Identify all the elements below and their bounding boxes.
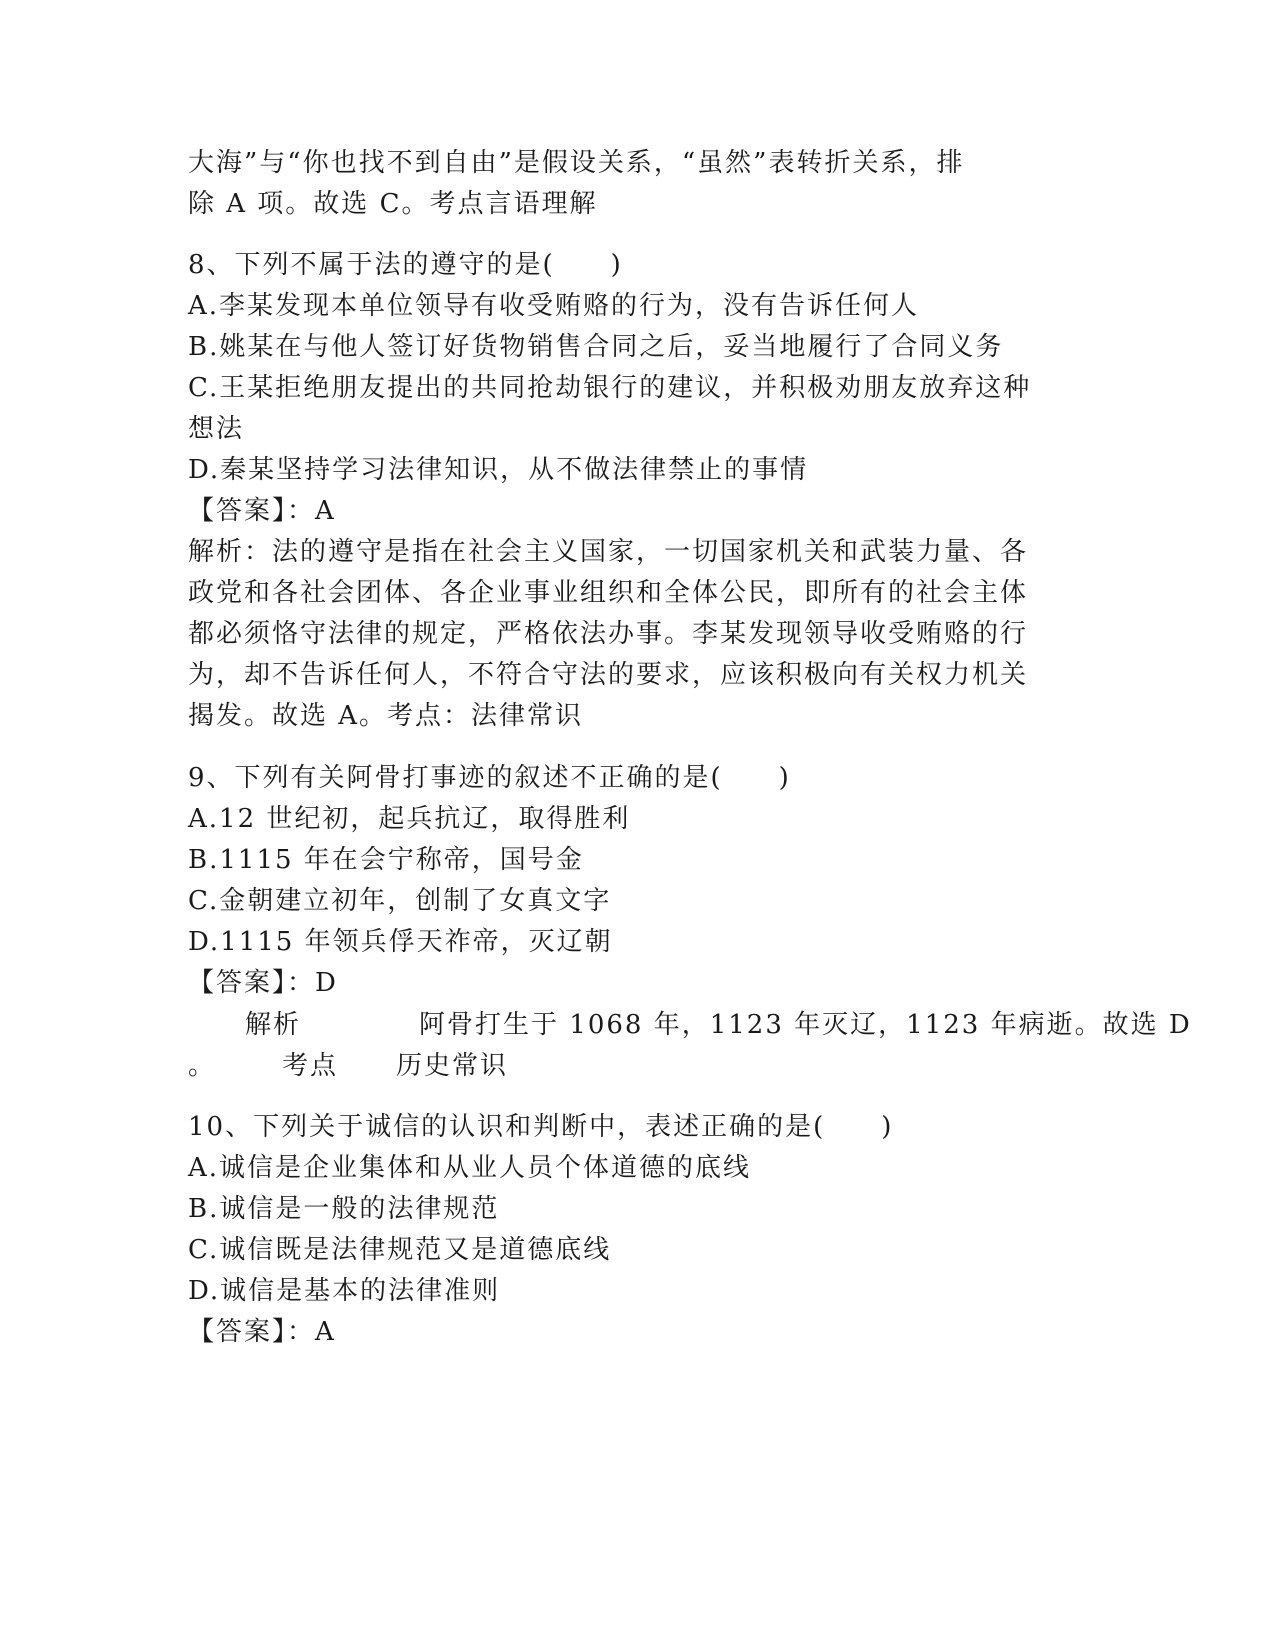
question-10-answer: 【答案】：A bbox=[188, 1317, 336, 1347]
prev-explanation-line: 大海”与“你也找不到自由”是假设关系，“虽然”表转折关系，排 bbox=[188, 148, 965, 178]
question-9-option-d: D.1115 年领兵俘天祚帝，灭辽朝 bbox=[188, 927, 613, 957]
analysis-text: 阿骨打生于 1068 年，1123 年灭辽，1123 年病逝。故选 D bbox=[419, 1010, 1192, 1040]
question-9-stem: 9、下列有关阿骨打事迹的叙述不正确的是( ) bbox=[188, 763, 791, 793]
question-9-answer: 【答案】：D bbox=[188, 968, 338, 998]
question-9-option-a: A.12 世纪初，起兵抗辽，取得胜利 bbox=[188, 804, 631, 834]
question-8-analysis: 解析：法的遵守是指在社会主义国家，一切国家机关和武装力量、各 bbox=[188, 537, 1029, 567]
question-10-option-b: B.诚信是一般的法律规范 bbox=[188, 1194, 500, 1224]
question-8-analysis: 都必须恪守法律的规定，严格依法办事。李某发现领导收受贿赂的行 bbox=[188, 619, 1029, 649]
question-10-option-d: D.诚信是基本的法律准则 bbox=[188, 1276, 501, 1306]
question-9-analysis bbox=[245, 1010, 1192, 1040]
question-8-analysis: 揭发。故选 A。考点：法律常识 bbox=[188, 701, 584, 731]
question-10-option-a: A.诚信是企业集体和从业人员个体道德的底线 bbox=[188, 1153, 752, 1183]
question-8-option-c: C.王某拒绝朋友提出的共同抢劫银行的建议，并积极劝朋友放弃这种 bbox=[188, 373, 1032, 403]
analysis-period: 。 bbox=[188, 1051, 217, 1081]
analysis-label: 解析 bbox=[245, 1010, 302, 1040]
question-8-analysis: 政党和各社会团体、各企业事业组织和全体公民，即所有的社会主体 bbox=[188, 578, 1029, 608]
question-8-answer: 【答案】：A bbox=[188, 496, 336, 526]
question-9-option-b: B.1115 年在会宁称帝，国号金 bbox=[188, 845, 584, 875]
question-9-topic bbox=[188, 1051, 508, 1081]
topic-text: 历史常识 bbox=[396, 1051, 509, 1081]
question-8-option-b: B.姚某在与他人签订好货物销售合同之后，妥当地履行了合同义务 bbox=[188, 332, 1004, 362]
question-8-option-c-continued: 想法 bbox=[188, 414, 245, 444]
topic-label: 考点 bbox=[282, 1051, 339, 1081]
question-10-option-c: C.诚信既是法律规范又是道德底线 bbox=[188, 1235, 612, 1265]
question-8-option-a: A.李某发现本单位领导有收受贿赂的行为，没有告诉任何人 bbox=[188, 291, 920, 321]
question-8-option-d: D.秦某坚持学习法律知识，从不做法律禁止的事情 bbox=[188, 455, 809, 485]
question-9-option-c: C.金朝建立初年，创制了女真文字 bbox=[188, 886, 612, 916]
question-10-stem: 10、下列关于诚信的认识和判断中，表述正确的是( ) bbox=[188, 1112, 894, 1142]
prev-explanation-line: 除 A 项。故选 C。考点言语理解 bbox=[188, 189, 598, 219]
question-8-analysis: 为，却不告诉任何人，不符合守法的要求，应该积极向有关权力机关 bbox=[188, 660, 1029, 690]
question-8-stem: 8、下列不属于法的遵守的是( ) bbox=[188, 250, 623, 280]
